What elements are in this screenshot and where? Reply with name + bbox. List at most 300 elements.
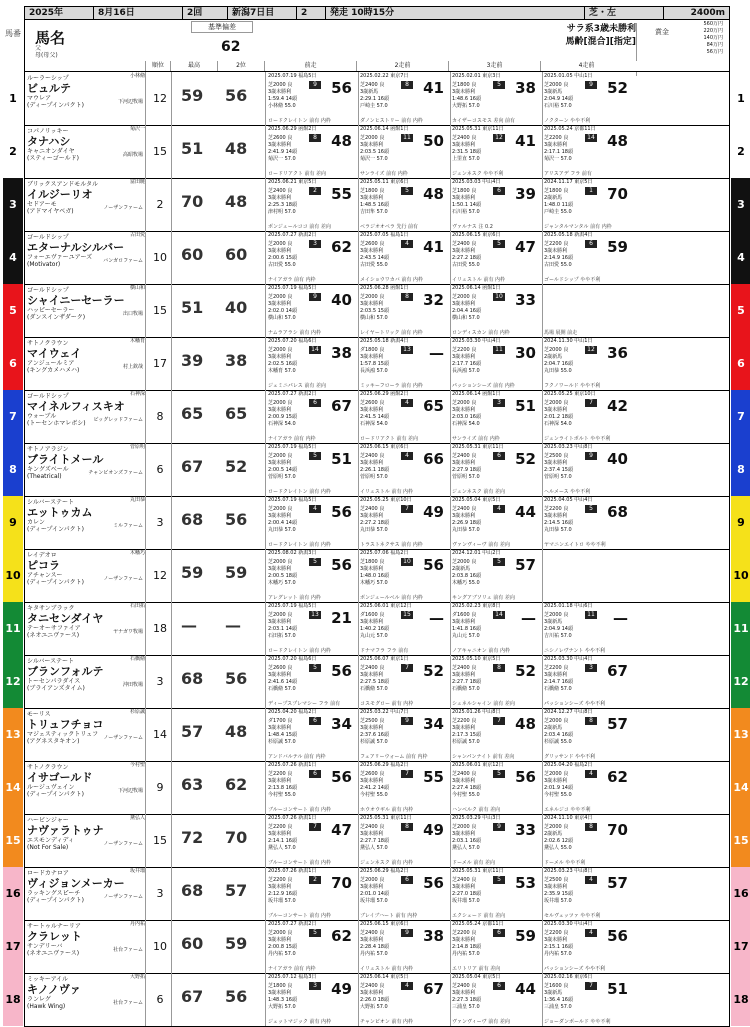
horse-row[interactable]	[5, 973, 749, 1027]
winner-name: パッションシーズ	[452, 383, 492, 389]
race-course: 芝1800 良	[268, 983, 293, 989]
col-second: 2位	[218, 61, 265, 71]
past-race-cell[interactable]	[543, 761, 634, 814]
best-score: 72	[181, 828, 204, 847]
past-race-cell[interactable]	[451, 973, 543, 1026]
horse-name[interactable]: マイウェイ	[27, 347, 82, 360]
race-course: 芝2600 良	[360, 241, 385, 247]
winner-name: ボンジュールココ	[268, 224, 308, 230]
past-race-cell[interactable]	[267, 496, 359, 549]
race-class: 3歳未勝利	[544, 142, 568, 148]
dam-name: キングズベール	[27, 466, 69, 473]
horse-name[interactable]: エターナルシルバー	[27, 241, 125, 254]
race-time: 2:27.3 18頭	[452, 997, 481, 1003]
race-winner	[544, 542, 606, 548]
finish-position: 4	[309, 505, 321, 513]
winner-name: カイザーコスモス	[452, 118, 492, 124]
race-time: 2:27.9 18頭	[452, 467, 481, 473]
past-race-cell[interactable]	[543, 973, 634, 1026]
horse-row[interactable]	[9, 125, 745, 179]
race-note: 注 0.2	[478, 224, 493, 230]
past-race-cell[interactable]	[451, 602, 543, 655]
horse-row[interactable]	[5, 655, 749, 709]
horse-row[interactable]	[5, 814, 749, 868]
race-date: 2024.12.27 中山8日	[544, 709, 593, 715]
race-course: 芝2000 良	[360, 877, 385, 883]
horse-number-left: 17	[3, 920, 23, 973]
past-race-cell[interactable]	[543, 337, 634, 390]
race-class: 3歳未勝利	[360, 301, 384, 307]
past-race-cell[interactable]	[359, 337, 451, 390]
race-score: 49	[331, 980, 352, 998]
race-note: 前有 差向	[488, 1019, 510, 1025]
past-race-cell[interactable]	[543, 72, 634, 125]
past-races	[267, 284, 727, 337]
race-score: 40	[607, 450, 628, 468]
race-jockey: 丸山元 57.0	[452, 633, 480, 639]
race-date: 2025.06.21 東京5日	[268, 179, 317, 185]
past-race-cell[interactable]	[359, 284, 451, 337]
horse-name[interactable]: クラレット	[27, 930, 82, 943]
race-score: 62	[331, 238, 352, 256]
horse-row[interactable]	[9, 72, 745, 126]
race-note: 前有 内枠	[391, 701, 414, 707]
past-race-cell[interactable]	[543, 231, 634, 284]
race-score: 55	[423, 768, 444, 786]
race-jockey: 石田拓 57.0	[268, 633, 296, 639]
finish-position: 4	[401, 399, 413, 407]
finish-position: 4	[401, 240, 413, 248]
race-jockey: 木幡巧 57.0	[268, 580, 296, 586]
race-date: 2025.06.14 函館1日	[452, 285, 501, 291]
past-race-cell[interactable]	[267, 867, 359, 920]
past-race-cell[interactable]	[359, 708, 451, 761]
race-note: やや不利	[483, 171, 504, 177]
race-jockey: 坂井瑠 57.0	[268, 898, 296, 904]
horse-number-right: 15	[731, 814, 750, 867]
past-races	[267, 655, 727, 708]
finish-position: 5	[493, 240, 505, 248]
finish-position: 5	[309, 664, 321, 672]
past-race-cell[interactable]	[267, 761, 359, 814]
race-note: やや不利	[585, 542, 606, 548]
past-race-cell[interactable]	[359, 655, 451, 708]
winner-name: メイショウワカバ	[360, 277, 400, 283]
past-race-cell[interactable]	[359, 178, 451, 231]
race-winner	[544, 436, 610, 442]
race-note: やや不利	[570, 807, 591, 813]
race-course: 芝2500 良	[360, 718, 385, 724]
horse-number-right: 1	[731, 72, 750, 125]
race-time: 1:48.0 16頭	[360, 573, 389, 579]
finish-position: 5	[309, 452, 321, 460]
race-class: 3歳未勝利	[452, 195, 476, 201]
race-course: ダ1600 良	[360, 612, 385, 618]
horse-row[interactable]	[5, 602, 749, 656]
past-race-cell[interactable]	[451, 761, 543, 814]
race-time: 2:01.0 14頭	[360, 891, 389, 897]
rank-value: 12	[149, 72, 172, 125]
past-race-cell[interactable]	[451, 178, 543, 231]
race-date: 2025.01.18 中山6日	[544, 603, 593, 609]
past-race-cell[interactable]	[451, 708, 543, 761]
past-race-cell[interactable]	[359, 814, 451, 867]
past-race-cell[interactable]	[359, 761, 451, 814]
finish-position: 5	[493, 81, 505, 89]
race-jockey: 津村明 57.0	[268, 209, 296, 215]
second-score: 70	[225, 828, 248, 847]
race-time: 2:26.9 18頭	[452, 520, 481, 526]
horse-row[interactable]	[5, 549, 749, 603]
past-race-cell[interactable]	[267, 920, 359, 973]
race-date: 2025.06.01 東京12日	[360, 603, 412, 609]
sire-name: モーリス	[27, 711, 51, 718]
past-race-cell[interactable]	[451, 337, 543, 390]
horse-row[interactable]	[9, 231, 745, 285]
horse-info	[25, 284, 146, 337]
race-date: 2024.11.17 東京5日	[544, 179, 593, 185]
race-winner	[452, 648, 510, 654]
race-class: 3歳未勝利	[268, 831, 292, 837]
past-race-cell[interactable]	[359, 602, 451, 655]
best-scores	[173, 178, 266, 231]
sire-name: シルバーステート	[27, 499, 75, 506]
horse-name[interactable]: イサゴールド	[27, 771, 93, 784]
past-race-cell[interactable]	[543, 867, 634, 920]
race-date: 2025.07.27 新潟2日	[268, 921, 317, 927]
horse-row[interactable]	[9, 390, 745, 444]
past-race-cell[interactable]	[359, 443, 451, 496]
horse-row[interactable]	[9, 178, 745, 232]
race-time: 2:00.9 15頭	[268, 414, 297, 420]
past-race-cell[interactable]	[359, 125, 451, 178]
race-class: 3歳未勝利	[268, 778, 292, 784]
past-race-cell[interactable]	[543, 284, 634, 337]
dam-sire: (トーセンホマレボシ)	[27, 420, 86, 427]
best-score: 67	[181, 457, 204, 476]
race-winner	[268, 330, 321, 336]
race-course: 芝2000 良	[268, 82, 293, 88]
race-score: 66	[423, 450, 444, 468]
race-course: 芝2600 良	[268, 665, 293, 671]
past-race-cell[interactable]	[451, 231, 543, 284]
horse-name[interactable]: エットゥカム	[27, 506, 93, 519]
past-race-cell[interactable]	[359, 549, 451, 602]
finish-position: 8	[401, 81, 413, 89]
past-races	[267, 337, 727, 390]
breeder-name: バンガロファーム	[103, 258, 143, 264]
horse-name[interactable]: シャイニーセーラー	[27, 294, 125, 307]
dam-info	[27, 572, 84, 586]
winner-name: ブルーコンサート	[268, 807, 308, 813]
finish-position: 12	[585, 346, 597, 354]
winner-name: ホウオウギル	[360, 807, 390, 813]
race-winner	[544, 171, 592, 177]
past-race-cell[interactable]	[267, 390, 359, 443]
race-score: 59	[607, 238, 628, 256]
race-class: 3歳未勝利	[268, 566, 292, 572]
prize-2: 220万円	[703, 28, 723, 34]
race-jockey: 戸崎圭 57.0	[360, 103, 388, 109]
past-race-cell[interactable]	[543, 549, 634, 602]
race-class: 3歳未勝利	[268, 619, 292, 625]
horse-name[interactable]: トリュフチョコ	[27, 718, 104, 731]
rank-value: 3	[149, 867, 172, 920]
race-class: 3歳未勝利	[452, 937, 476, 943]
race-course: 芝2400 良	[452, 877, 477, 883]
past-race-cell[interactable]	[267, 178, 359, 231]
horse-name[interactable]: ブランフォルテ	[27, 665, 104, 678]
race-date: 2025.07.05 福島1日	[360, 232, 409, 238]
race-score: 57	[515, 556, 536, 574]
past-race-cell[interactable]	[359, 496, 451, 549]
race-jockey: 木幡育 57.0	[268, 368, 296, 374]
dam-info	[27, 148, 79, 162]
winner-name: ハンベルク	[452, 807, 477, 813]
horse-name[interactable]: タニセンダイヤ	[27, 612, 104, 625]
past-race-cell[interactable]	[267, 602, 359, 655]
past-race-cell[interactable]	[451, 72, 543, 125]
race-class: 3歳未勝利	[452, 460, 476, 466]
race-time: 2:27.7 18頭	[452, 679, 481, 685]
race-class: 2歳新馬	[452, 566, 471, 572]
race-course: 芝2000 良	[544, 718, 569, 724]
best-score: 57	[181, 722, 204, 741]
race-course: 芝2400 良	[360, 824, 385, 830]
past-race-cell[interactable]	[543, 125, 634, 178]
past-race-cell[interactable]	[543, 814, 634, 867]
past-race-cell[interactable]	[267, 125, 359, 178]
winner-name: ジュンネスク	[452, 171, 482, 177]
horse-name[interactable]: ピコラ	[27, 559, 60, 572]
race-date: 2024.11.10 東京4日	[544, 815, 593, 821]
horse-row[interactable]	[5, 920, 749, 974]
jockey-name: 石田拓	[129, 603, 145, 609]
past-race-cell[interactable]	[543, 920, 634, 973]
race-date: 2025.06.29 福島2日	[360, 868, 409, 874]
race-class: 3歳未勝利	[452, 990, 476, 996]
race-note: やや不利	[570, 118, 591, 124]
winner-name: イリュストル	[360, 489, 390, 495]
past-race-cell[interactable]	[451, 655, 543, 708]
best-score: 70	[181, 192, 204, 211]
sire-name: ブリックスアンドモルタル	[27, 181, 98, 188]
past-race-cell[interactable]	[451, 920, 543, 973]
race-class: 3歳未勝利	[452, 301, 476, 307]
horse-name[interactable]: タナハシ	[27, 135, 71, 148]
race-jockey: 石橋脩 57.0	[452, 686, 480, 692]
dam-name: アンジュールミア	[27, 360, 75, 367]
past-race-cell[interactable]	[267, 549, 359, 602]
horse-name[interactable]: ナヴァラトゥナ	[27, 824, 104, 837]
horse-name[interactable]: マイネルフィスキオ	[27, 400, 125, 413]
horse-name[interactable]: キノノヴァ	[27, 983, 81, 996]
past-races	[267, 125, 727, 178]
horse-number-right: 17	[731, 920, 750, 973]
breeder-name: ミルファーム	[113, 523, 143, 529]
race-class: 3歳未勝利	[452, 725, 476, 731]
race-time: 2:29.1 16頭	[360, 96, 389, 102]
horse-row[interactable]	[9, 443, 745, 497]
horse-name[interactable]: ビュルテ	[27, 82, 71, 95]
race-note: やや不利	[575, 754, 596, 760]
past-race-cell[interactable]	[359, 72, 451, 125]
past-race-cell[interactable]	[543, 602, 634, 655]
past-race-cell[interactable]	[267, 337, 359, 390]
horse-row[interactable]	[9, 337, 745, 391]
race-class: 3歳未勝利	[452, 354, 476, 360]
horse-row[interactable]	[9, 284, 745, 338]
race-course: 芝2000 良	[268, 612, 293, 618]
past-race-cell[interactable]	[267, 443, 359, 496]
best-scores	[173, 496, 266, 549]
past-race-cell[interactable]	[267, 814, 359, 867]
finish-position: 6	[309, 770, 321, 778]
horse-name[interactable]: ブライトメール	[27, 453, 104, 466]
best-score: 68	[181, 881, 204, 900]
race-class: 3歳未勝利	[268, 407, 292, 413]
race-winner	[268, 754, 326, 760]
past-race-cell[interactable]	[359, 973, 451, 1026]
race-score: 68	[607, 503, 628, 521]
race-class: 3歳未勝利	[268, 990, 292, 996]
past-race-cell[interactable]	[543, 655, 634, 708]
prize-1: 560万円	[703, 21, 723, 27]
race-jockey: 菅原明 57.0	[268, 474, 296, 480]
race-course: 芝2000 良	[268, 453, 293, 459]
past-race-cell[interactable]	[543, 390, 634, 443]
past-race-cell[interactable]	[451, 867, 543, 920]
past-race-cell[interactable]	[451, 390, 543, 443]
past-race-cell[interactable]	[451, 814, 543, 867]
jockey-name: 古田愛	[129, 232, 145, 238]
race-date: 2025.05.24 京都11日	[452, 921, 504, 927]
dam-sire: (ネオユニヴァース)	[27, 950, 80, 957]
past-race-cell[interactable]	[451, 284, 543, 337]
race-jockey: 杉原誠 55.0	[544, 739, 572, 745]
race-score: 56	[331, 556, 352, 574]
past-race-cell[interactable]	[543, 496, 634, 549]
finish-position: 14	[585, 134, 597, 142]
past-race-cell[interactable]	[267, 231, 359, 284]
past-race-cell[interactable]	[267, 655, 359, 708]
race-date: 2025.07.27 新潟2日	[268, 232, 317, 238]
year: 2025年	[25, 7, 94, 19]
race-class: 3歳未勝利	[268, 513, 292, 519]
race-class: 3歳未勝利	[360, 142, 384, 148]
race-note: 前有 内枠	[299, 330, 321, 336]
race-note: やや不利	[580, 277, 601, 283]
winner-name: ジュンライトボルト	[544, 436, 589, 442]
horse-info	[25, 867, 146, 920]
race-winner	[268, 277, 316, 283]
winner-name: ブルーコンサート	[268, 913, 308, 919]
race-winner	[452, 489, 505, 495]
race-time: 2:02.0 14頭	[268, 308, 297, 314]
past-race-cell[interactable]	[451, 125, 543, 178]
past-race-cell[interactable]	[451, 443, 543, 496]
race-class: 3歳未勝利	[268, 354, 292, 360]
col-last-race: 前走	[265, 61, 357, 71]
race-time: 2:14.7 16頭	[544, 679, 573, 685]
finish-position: 9	[585, 452, 597, 460]
horse-name[interactable]: イルジーリオ	[27, 188, 93, 201]
finish-position: 6	[493, 929, 505, 937]
past-race-cell[interactable]	[359, 390, 451, 443]
past-race-cell[interactable]	[359, 920, 451, 973]
race-winner	[268, 118, 331, 124]
breeder-name: 下河辺牧場	[117, 99, 143, 105]
race-time: 1:36.4 16頭	[544, 997, 573, 1003]
race-time: 1:40.2 16頭	[360, 626, 389, 632]
best-scores	[173, 443, 266, 496]
winner-name: パッションシーズ	[544, 966, 584, 972]
race-time: 2:00.4 14頭	[268, 520, 297, 526]
breeder-name: ノーザンファーム	[103, 205, 143, 211]
race-winner	[544, 489, 590, 495]
race-time: 2:00.8 15頭	[268, 944, 297, 950]
breeder-name: ヤナガワ牧場	[113, 629, 143, 635]
race-score: 33	[515, 291, 536, 309]
horse-row[interactable]	[5, 708, 749, 762]
race-jockey: 杉原誠 57.0	[268, 739, 296, 745]
race-note: 前有 差向	[478, 966, 501, 972]
race-note: 前有 差向	[304, 171, 327, 177]
race-note: 前有 内枠	[401, 542, 423, 548]
past-race-cell[interactable]	[543, 708, 634, 761]
race-note: 前有 内枠	[391, 1019, 414, 1025]
dam-sire: (キングカメハメハ)	[27, 367, 80, 374]
race-note: 前有 内枠	[488, 648, 510, 654]
breeder-name: 社台ファーム	[113, 1000, 143, 1006]
past-race-cell[interactable]	[267, 973, 359, 1026]
past-races	[267, 549, 727, 602]
race-course: 芝2400 良	[452, 983, 477, 989]
horse-name[interactable]: ヴィジョンメーカー	[27, 877, 125, 890]
past-race-cell[interactable]	[359, 867, 451, 920]
race-date: 2025.05.25 東京10日	[360, 497, 412, 503]
best-score: 65	[181, 404, 204, 423]
race-class: 3歳未勝利	[544, 248, 568, 254]
race-note: 前有 内枠	[405, 754, 428, 760]
past-race-cell[interactable]	[543, 443, 634, 496]
winner-name: ジュンネスク	[452, 489, 482, 495]
past-race-cell[interactable]	[267, 708, 359, 761]
horse-row[interactable]	[5, 761, 749, 815]
horse-row[interactable]	[9, 496, 745, 550]
race-winner	[360, 595, 423, 601]
past-race-cell[interactable]	[451, 549, 543, 602]
past-race-cell[interactable]	[543, 178, 634, 231]
past-race-cell[interactable]	[359, 231, 451, 284]
race-class: 3歳未勝利	[452, 778, 476, 784]
race-date: 2025.01.05 中山1日	[544, 73, 593, 79]
horse-info	[25, 496, 146, 549]
rank-value: 17	[149, 337, 172, 390]
past-race-cell[interactable]	[267, 284, 359, 337]
race-winner	[452, 966, 500, 972]
past-race-cell[interactable]	[267, 72, 359, 125]
race-course: 芝2000 良	[360, 294, 385, 300]
horse-row[interactable]	[5, 867, 749, 921]
race-course: 芝2400 良	[452, 771, 477, 777]
race-note: 前有 内枠	[309, 913, 331, 919]
race-class: 3歳未勝利	[452, 672, 476, 678]
race-class: 3歳未勝利	[268, 301, 292, 307]
past-race-cell[interactable]	[451, 496, 543, 549]
race-score: 67	[423, 980, 444, 998]
race-jockey: 上里直 57.0	[452, 156, 480, 162]
